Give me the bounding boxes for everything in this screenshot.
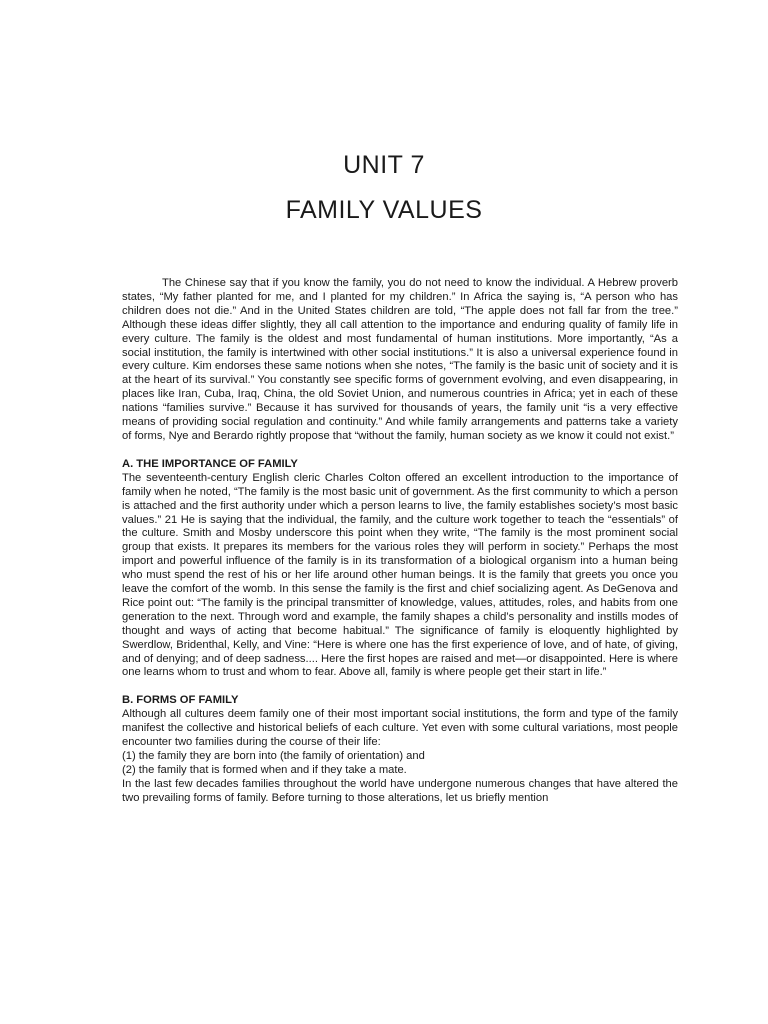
page-title: FAMILY VALUES	[285, 196, 483, 224]
intro-paragraph: The Chinese say that if you know the family, you do not need to know the individual. A Hebrew proverb states, “My father planted for me, and I planted for my children.” In Africa the saying is, “A person who has children does not die.” And in the United States children are told, “The apple does not fall far from the tree.” Although these ideas differ slightly, they all call attention to the importance and enduring quality of family life in every culture. The family is the oldest and most fundamental of human institutions. More importantly, “As a social institution, the family is intertwined with other social institutions.” It is also a universal experience found in every culture. Kim endorses these same notions when she notes, “The family is the basic unit of society and it is at the heart of its survival.” You constantly see specific forms of government evolving, and even disappearing, in places like Iran, Cuba, Iraq, China, the old Soviet Union, and numerous countries in Africa; yet in each of these nations “families survive.” Because it has survived for thousands of years, the family unit “is a very effective means of providing social regulation and continuity.” And while family arrangements and patterns take a variety of forms, Nye and Berardo rightly propose that “without the family, human society as we know it could not exist.”	[122, 277, 678, 442]
body-text	[122, 277, 678, 806]
section-a-heading: A. THE IMPORTANCE OF FAMILY	[122, 457, 298, 470]
section-a-paragraph: The seventeenth-century English cleric Charles Colton offered an excellent introduction to the importance of family when he noted, “The family is the most basic unit of government. As the first community to which a person is attached and the first authority under which a person learns to live, the family establishes society’s most basic values.” 21 He is saying that the individual, the family, and the culture work together to teach the “essentials” of the culture. Smith and Mosby underscore this point when they write, “The family is the most prominent social group that exists. It prepares its members for the various roles they will perform in society.” Perhaps the most import and powerful influence of the family is in its transformation of a biological organism into a human being who must spend the rest of his or her life around other human beings. It is the family that greets you once you leave the comfort of the womb. In this sense the family is the first and chief socializing agent. As DeGenova and Rice point out: “The family is the principal transmitter of knowledge, values, attitudes, roles, and habits from one generation to the next. Through word and example, the family shapes a child’s personality and instills modes of thought and ways of acting that become habitual.” The significance of family is eloquently highlighted by Swerdlow, Bridenthal, Kelly, and Vine: “Here is where one has the first experience of love, and of hate, of giving, and of denying; and of deep sadness.... Here the first hopes are raised and met—or disappointed. Here is where one learns whom to trust and whom to fear. Above all, family is where people get their start in life.”	[122, 471, 678, 679]
section-b-paragraph-2: In the last few decades families throughout the world have undergone numerous changes that have altered the two prevailing forms of family. Before turning to those alterations, let us briefly mention	[122, 777, 678, 804]
section-b-paragraph: Although all cultures deem family one of their most important social institutions, the form and type of the family manifest the collective and historical beliefs of each culture. Yet even with some cultural variations, most people encounter two families during the course of their life:	[122, 708, 678, 749]
section-b-heading: B. FORMS OF FAMILY	[122, 694, 239, 707]
unit-number: UNIT 7	[343, 151, 425, 179]
list-item-1: (1) the family they are born into (the family of orientation) and	[122, 750, 425, 762]
list-item-2: (2) the family that is formed when and if they take a mate.	[122, 763, 407, 776]
